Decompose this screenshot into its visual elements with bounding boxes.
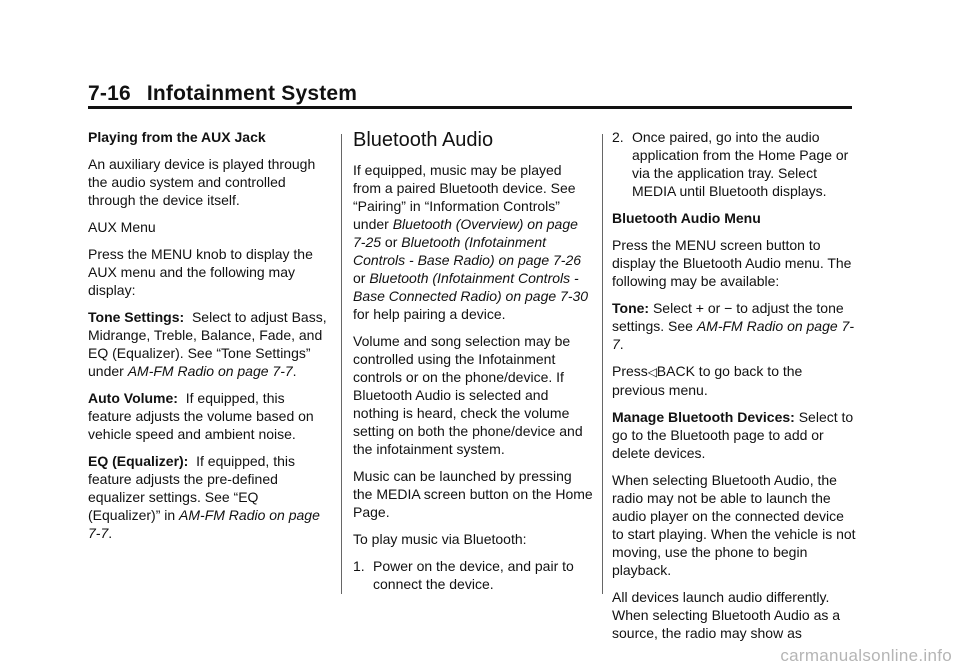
bt-menu-heading: Bluetooth Audio Menu bbox=[612, 210, 761, 226]
back-item bbox=[612, 362, 856, 399]
page-number: 7-16 bbox=[88, 82, 131, 105]
bluetooth-intro-paragraph bbox=[353, 161, 593, 323]
tone-settings-item bbox=[88, 308, 332, 380]
bluetooth-audio-heading: Bluetooth Audio bbox=[353, 129, 494, 151]
step-1-number: 1. bbox=[353, 558, 365, 574]
devices-paragraph: All devices launch audio differently. When selecting Bluetooth Audio as a source, the radio may show as bbox=[612, 589, 841, 641]
auto-volume-text: If equipped, this feature adjusts the volume based on vehicle speed and ambient noise. bbox=[88, 390, 314, 442]
step-1 bbox=[353, 557, 593, 593]
column-divider-2 bbox=[602, 134, 603, 594]
manage-devices-text: Select to go to the Bluetooth page to add or delete devices. bbox=[612, 409, 854, 461]
aux-paragraph: An auxiliary device is played through the audio system and controlled through the device itself. bbox=[88, 156, 316, 208]
aux-menu-paragraph: Press the MENU knob to display the AUX menu and the following may display: bbox=[88, 246, 313, 298]
header-rule bbox=[88, 106, 852, 109]
tone-item bbox=[612, 299, 856, 353]
eq-end: . bbox=[108, 525, 113, 541]
launch-paragraph: Music can be launched by pressing the MEDIA screen button on the Home Page. bbox=[353, 468, 593, 520]
eq-text: If equipped, this feature adjusts the pre-defined equalizer settings. See “EQ (Equalizer)” in bbox=[88, 453, 295, 523]
column-divider-1 bbox=[341, 134, 342, 594]
tone-settings-text: Select to adjust Bass, Midrange, Treble, Balance, Fade, and EQ (Equalizer). See “Tone Settings” under bbox=[88, 309, 327, 379]
back-text: BACK to go back to the previous menu. bbox=[612, 363, 803, 398]
bt-menu-paragraph: Press the MENU screen button to display the Bluetooth Audio menu. The following may be available: bbox=[612, 237, 852, 289]
bt-ref-base-radio[interactable]: Bluetooth (Infotainment Controls - Base Radio) on page 7-26 bbox=[353, 234, 582, 268]
play-intro: To play music via Bluetooth: bbox=[353, 531, 527, 547]
tone-settings-end: . bbox=[292, 363, 297, 379]
page-header bbox=[88, 82, 852, 106]
tone-settings-ref[interactable]: AM-FM Radio on page 7-7 bbox=[127, 363, 293, 379]
manage-devices-label: Manage Bluetooth Devices: bbox=[612, 409, 795, 425]
bt-intro-text: If equipped, music may be played from a paired Bluetooth device. See “Pairing” in “Information Controls” under bbox=[353, 162, 576, 232]
column-1 bbox=[88, 128, 332, 551]
header-title bbox=[88, 82, 852, 106]
column-2 bbox=[353, 128, 593, 602]
volume-paragraph: Volume and song selection may be controlled using the Infotainment controls or on the phone/device. If Bluetooth Audio is selected and nothing is heard, check the volume setting on both the phone/device and the infotainment system. bbox=[353, 333, 583, 457]
bt-intro-end: for help pairing a device. bbox=[353, 306, 506, 322]
auto-volume-item bbox=[88, 389, 332, 443]
tone-label: Tone: bbox=[612, 300, 650, 316]
eq-ref[interactable]: AM-FM Radio on page 7-7 bbox=[88, 507, 320, 541]
eq-item bbox=[88, 452, 332, 542]
aux-menu-heading: AUX Menu bbox=[88, 219, 156, 235]
tone-settings-label: Tone Settings: bbox=[88, 309, 185, 325]
watermark: carmanualsonline.info bbox=[780, 646, 952, 665]
back-icon: ◁ bbox=[647, 365, 658, 379]
tone-ref[interactable]: AM-FM Radio on page 7-7 bbox=[612, 318, 855, 352]
tone-text: Select + or − to adjust the tone settings. See bbox=[612, 300, 844, 334]
step-2 bbox=[612, 128, 856, 200]
manage-devices-item bbox=[612, 408, 856, 462]
aux-heading: Playing from the AUX Jack bbox=[88, 129, 266, 145]
eq-label: EQ (Equalizer): bbox=[88, 453, 189, 469]
press-label: Press bbox=[612, 363, 648, 379]
selecting-paragraph: When selecting Bluetooth Audio, the radio may not be able to launch the audio player on the connected device to start playing. When the vehicle is not moving, use the phone to begin playback. bbox=[612, 472, 856, 578]
bt-or-2: or bbox=[353, 270, 366, 286]
step-2-text: Once paired, go into the audio application from the Home Page or via the application tray. Select MEDIA until Bluetooth displays. bbox=[632, 129, 849, 199]
column-3 bbox=[612, 128, 856, 651]
auto-volume-label: Auto Volume: bbox=[88, 390, 178, 406]
bt-ref-overview[interactable]: Bluetooth (Overview) on page 7-25 bbox=[353, 216, 578, 250]
step-2-number: 2. bbox=[612, 129, 624, 145]
step-1-text: Power on the device, and pair to connect the device. bbox=[373, 558, 574, 592]
section-title: Infotainment System bbox=[146, 82, 358, 105]
tone-end: . bbox=[619, 336, 624, 352]
bt-or-1: or bbox=[384, 234, 398, 250]
bt-ref-connected-radio[interactable]: Bluetooth (Infotainment Controls - Base Connected Radio) on page 7-30 bbox=[353, 270, 589, 304]
